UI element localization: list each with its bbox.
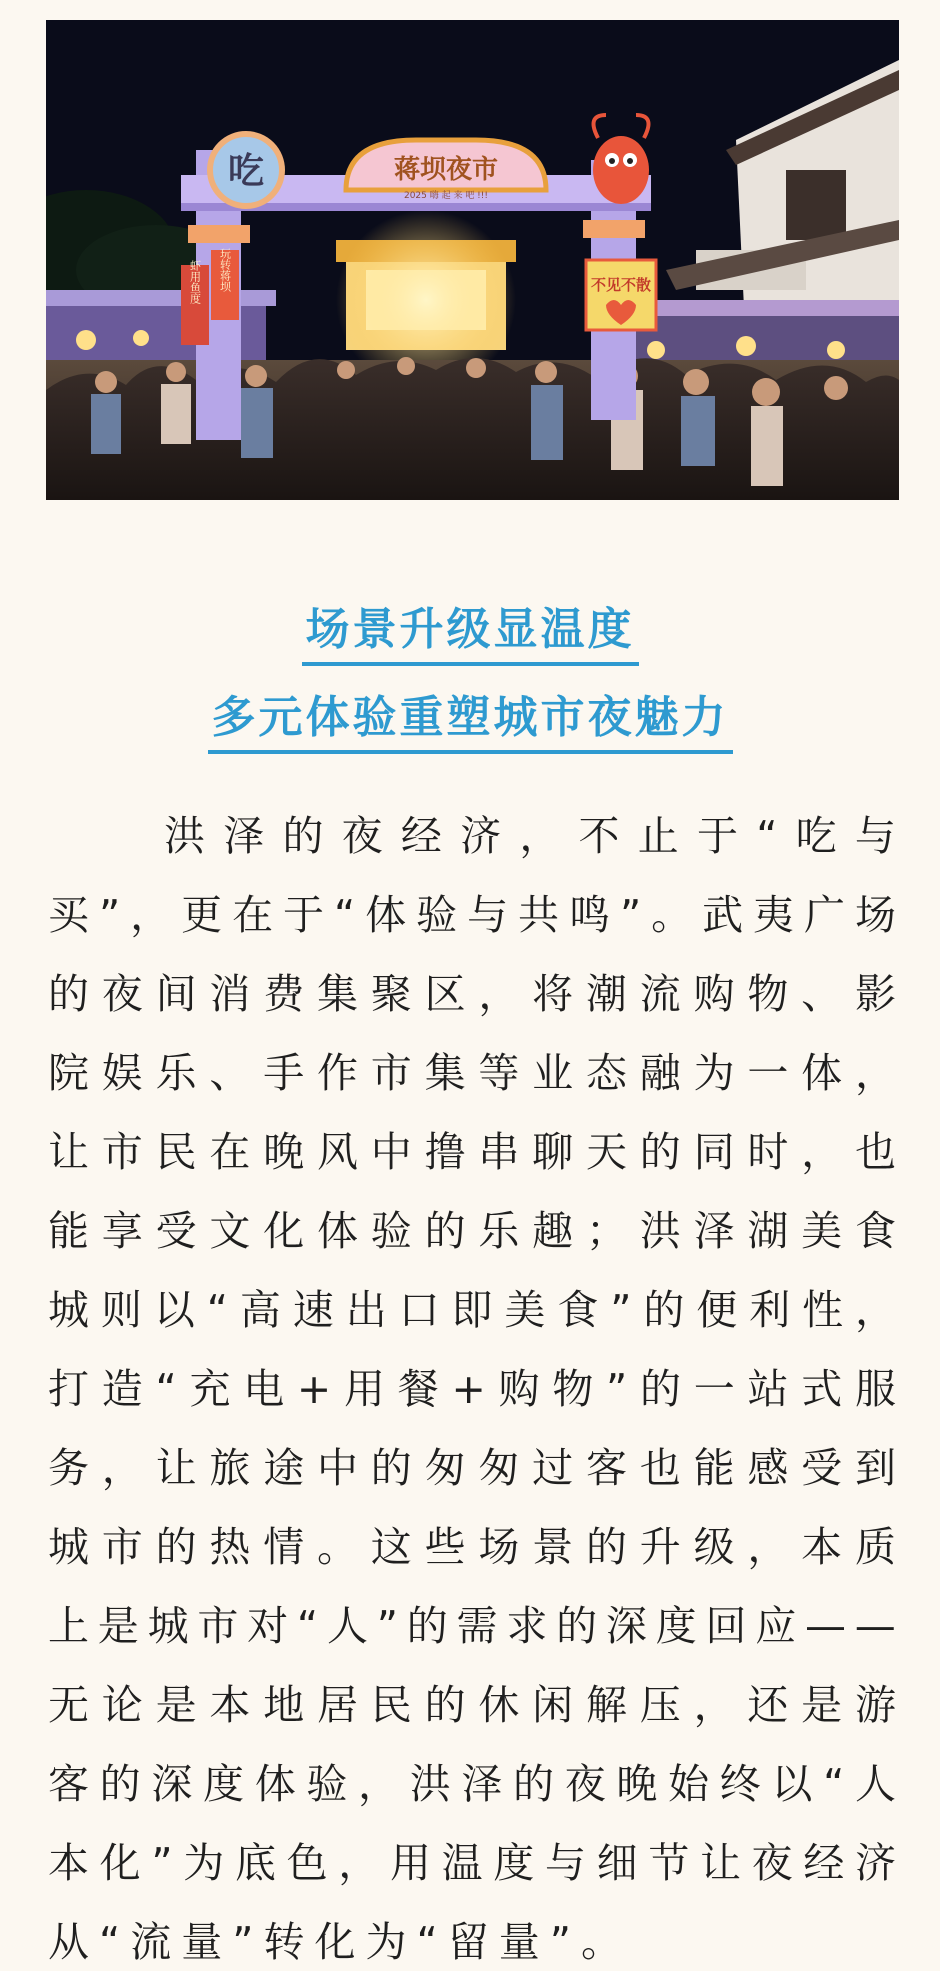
section-heading bbox=[0, 600, 940, 754]
heading-line-1: 场景升级显温度 bbox=[302, 600, 639, 666]
night-market-photo bbox=[46, 20, 899, 500]
arch-sign-title: 蒋坝夜市 bbox=[393, 155, 499, 185]
article-line: 能 享 受 文 化 体 验 的 乐 趣 ； 洪 泽 湖 美 食 bbox=[48, 1207, 896, 1255]
article-line: 从 “ 流 量 ” 转 化 为 “ 留 量 ” 。 bbox=[48, 1918, 632, 1966]
heading-line-2: 多元体验重塑城市夜魅力 bbox=[208, 688, 733, 754]
article-line: 的 夜 间 消 费 集 聚 区 ， 将 潮 流 购 物 、 影 bbox=[48, 970, 896, 1018]
article-line: 城 市 的 热 情 。 这 些 场 景 的 升 级 ， 本 质 bbox=[48, 1523, 896, 1571]
right-sign: 不见不散 bbox=[590, 276, 652, 294]
article-line: 让 市 民 在 晚 风 中 撸 串 聊 天 的 同 时 ， 也 bbox=[48, 1128, 896, 1176]
left-pillar-sign: 吃 bbox=[227, 151, 265, 192]
article-line: 打 造 “ 充 电 + 用 餐 + 购 物 ” 的 一 站 式 服 bbox=[48, 1365, 896, 1413]
left-banner-1: 玩转蒋坝 bbox=[218, 248, 232, 292]
article-line: 上 是 城 市 对 “ 人 ” 的 需 求 的 深 度 回 应 — — bbox=[48, 1602, 896, 1650]
article-line: 本 化 ” 为 底 色 ， 用 温 度 与 细 节 让 夜 经 济 bbox=[48, 1839, 896, 1887]
article-line: 买 ” ， 更 在 于 “ 体 验 与 共 鸣 ” 。 武 夷 广 场 bbox=[48, 891, 896, 939]
article-line: 无 论 是 本 地 居 民 的 休 闲 解 压 ， 还 是 游 bbox=[48, 1681, 896, 1729]
article-line: 洪 泽 的 夜 经 济 ， 不 止 于 “ 吃 与 bbox=[164, 812, 896, 860]
article-line: 院 娱 乐 、 手 作 市 集 等 业 态 融 为 一 体 ， bbox=[48, 1049, 896, 1097]
left-banner-2: 虾用鱼度 bbox=[188, 260, 202, 304]
article-line: 城 则 以 “ 高 速 出 口 即 美 食 ” 的 便 利 性 ， bbox=[48, 1286, 896, 1334]
article-line: 务 ， 让 旅 途 中 的 匆 匆 过 客 也 能 感 受 到 bbox=[48, 1444, 896, 1492]
article-line: 客 的 深 度 体 验 ， 洪 泽 的 夜 晚 始 终 以 “ 人 bbox=[48, 1760, 896, 1808]
arch-sign-subtitle: 2025 嗨 起 来 吧 !!! bbox=[403, 191, 489, 201]
night-market-illustration bbox=[46, 20, 899, 500]
article-body bbox=[48, 797, 896, 1971]
